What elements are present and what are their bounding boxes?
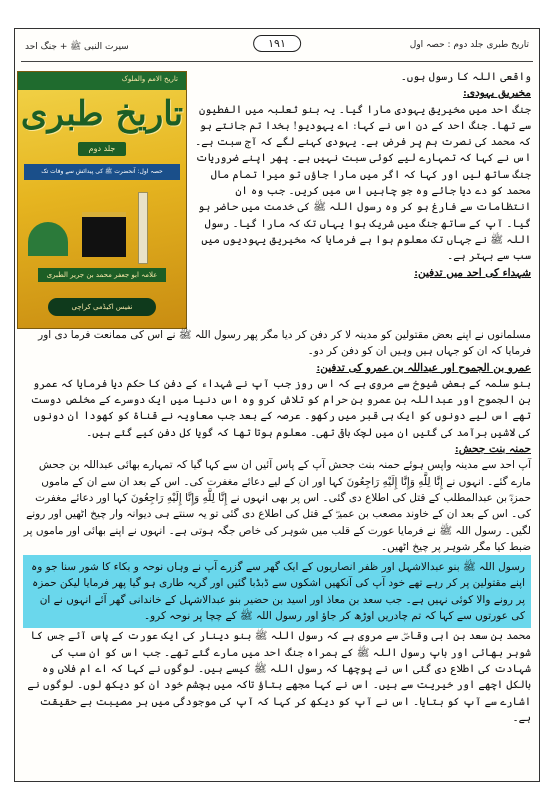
cover-dome-shape xyxy=(28,222,68,256)
highlighted-passage: رسول اللہ ﷺ بنو عبدالاشہل اور ظفر انصاریوں کے ایک گھر سے گزرے آپ نے وہاں نوحہ و بکاء کا شور سنا جو وہ اپنے مقتولین پر کر رہے تھے خود آپ کی آنکھیں اشکوں سے ڈبڈبا گئیں اور گریہ طاری ہو گیا پھر فرمایا لیکن حمزہ پر رونے والا کوئی نہیں ہے۔ جب سعد بن معاذ اور اسید بن حضیر بنو عبدالاشہل کے خاندانی گھر آئے انہوں نے ان کی عورتوں سے کہا کہ تم چادریں اوڑھ کر جاؤ اور رسول اللہ ﷺ کے چچا پر نوحہ کرو۔ xyxy=(23,555,531,628)
cover-title: تاریخ طبری xyxy=(20,94,184,134)
paragraph-mukhayriq: جنگ احد میں مخیریق یہودی مارا گیا۔ یہ بنو ثعلبہ میں الفطیون سے تھا۔ جنگ احد کے دن اس نے کہا: اے یہودیو! بخدا تم جانتے ہو کہ محمد کی نصرت ہم پر فرض ہے۔ یہودی کہنے لگے کہ آج سبت ہے۔ اس نے کہا کہ تمہارے لیے کوئی سبت نہیں ہے۔ پھر اپنے ضروریات جنگ ساتھ لیں اور کہا کہ اگر میں مارا جاؤں تو میرا تمام مال محمد کو دے دیا جائے وہ جو چاہیں اس میں کریں۔ جب وہ ان انتظامات سے فارغ ہو کر وہ رسول اللہ ﷺ کی خدمت میں حاضر ہو گیا۔ آپ کے ساتھ جنگ میں شریک ہوا یہاں تک کہ مارا گیا۔ رسول اللہ ﷺ نے جہاں تک معلوم ہوا ہے فرمایا کہ مخیریق یہودیوں میں سب سے بہتر ہے۔ xyxy=(195,103,531,263)
paragraph-martyrs-burial: مسلمانوں نے اپنے بعض مقتولین کو مدینہ لا کر دفن کر دیا مگر پھر رسول اللہ ﷺ نے اس کی ممانعت فرما دی اور فرمایا کہ ان کو جہاں ہیں وہیں ان کو دفن کر دو۔ xyxy=(38,329,531,358)
header-section-title: سیرت النبی ﷺ + جنگ احد xyxy=(25,42,129,52)
cover-ribbon: حصہ اول: آنحضرت ﷺ کی پیدائش سے وفات تک xyxy=(24,164,180,180)
cover-top-text: تاریخ الامم والملوک xyxy=(121,75,178,83)
text-beside-cover xyxy=(191,69,531,281)
paragraph-dinar-woman: محمد بن سعد بن ابی وقاصؓ سے مروی ہے کہ رسول اللہ ﷺ بنو دینار کی ایک عورت کے پاس آئے جس کا شوہر بھائی اور باپ رسول اللہ ﷺ کے ہمراہ جنگ احد میں مارے گئے تھے۔ جب اس کو ان سب کی شہادت کی اطلاع دی گئی اس نے پوچھا کہ رسول اللہ ﷺ کیسے ہیں۔ لوگوں نے کہا کہ اے ام فلاں وہ بالکل اچھے اور خیریت سے ہیں۔ اس نے کہا مجھے بتاؤ تاکہ میں بچشم خود ان کو دیکھ لوں۔ لوگوں نے اشارے سے آپ کو بتایا۔ اس نے آپ کو دیکھ کر کہا کہ آپ کی موجودگی میں ہر مصیبت بے حقیقت ہے۔ xyxy=(27,630,531,724)
main-text xyxy=(23,327,531,726)
header-book-title: تاریخ طبری جلد دوم : حصہ اول xyxy=(409,40,529,50)
heading-amr-abdullah: عمرو بن الجموح اور عبداللہ بن عمرو کی تدفین: xyxy=(316,361,531,374)
document-page xyxy=(14,28,540,782)
header-divider xyxy=(21,61,533,62)
heading-martyrs-burial: شہداء کی احد میں تدفین: xyxy=(414,266,531,279)
intro-line: واقعی اللہ کا رسول ہوں۔ xyxy=(400,71,531,83)
heading-mukhayriq: مخیریق یہودی: xyxy=(463,87,531,100)
cover-kaaba-shape xyxy=(82,212,126,257)
book-cover-image xyxy=(17,71,187,329)
cover-author: علامہ ابو جعفر محمد بن جریر الطبری xyxy=(38,268,166,282)
page-number: ۱۹۱ xyxy=(253,35,301,52)
cover-top-band xyxy=(18,72,186,90)
heading-hamna: حمنہ بنت جحش: xyxy=(454,443,531,456)
paragraph-amr-abdullah: بنو سلمہ کے بعض شیوخ سے مروی ہے کہ اس روز جب آپ نے شہداء کے دفن کا حکم دیا فرمایا کہ عمرو بن الجموح اور عبداللہ بن عمرو بن حرام کو تلاش کرو وہ اس دنیا میں ایک دوسرے کے مخلص دوست تھے اس لیے دونوں کو ایک ہی قبر میں رکھو۔ عرصہ کے بعد جب معاویہ نے قناۃ کو کھودا ان دونوں کی لاشیں برآمد کی گئیں ان میں لچک باقی تھی۔ معلوم ہوتا تھا کہ گویا کل دفن کیے گئے ہیں۔ xyxy=(30,377,531,439)
cover-volume: جلد دوم xyxy=(78,142,126,156)
page-header xyxy=(15,35,539,57)
cover-minaret-shape xyxy=(138,192,148,264)
cover-publisher: نفیس اکیڈمی کراچی xyxy=(48,298,156,316)
paragraph-hamna: آپ احد سے مدینہ واپس ہوئے حمنہ بنت جحش آپ کے پاس آئیں ان سے کہا گیا کہ تمہارے بھائی عبداللہ بن جحش مارے گئے۔ انہوں نے إِنَّا لِلَّهِ وَإِنَّا إِلَيْهِ رَاجِعُونَ کہا اور ان کے لیے دعائے مغفرت کی۔ اس کے بعد ان سے ان کے ماموں حمزہؓ بن عبدالمطلب کے قتل کی اطلاع دی گئی۔ اس پر بھی انہوں نے إِنَّا لِلَّهِ وَإِنَّا إِلَيْهِ رَاجِعُونَ کہا اور دعائے مغفرت کی۔ اس کے بعد ان کے خاوند مصعب بن عمیرؓ کے قتل کی اطلاع دی گئی تو یہ سنتے ہی دیوانہ وار چیخ اٹھیں اور رونے لگیں۔ رسول اللہ ﷺ نے فرمایا عورت کے قلب میں شوہر کی خاص جگہ ہوتی ہے۔ انہوں نے اپنے بھائی اور ماموں پر ضبط کیا مگر شوہر پر چیخ اٹھیں۔ xyxy=(23,459,531,553)
